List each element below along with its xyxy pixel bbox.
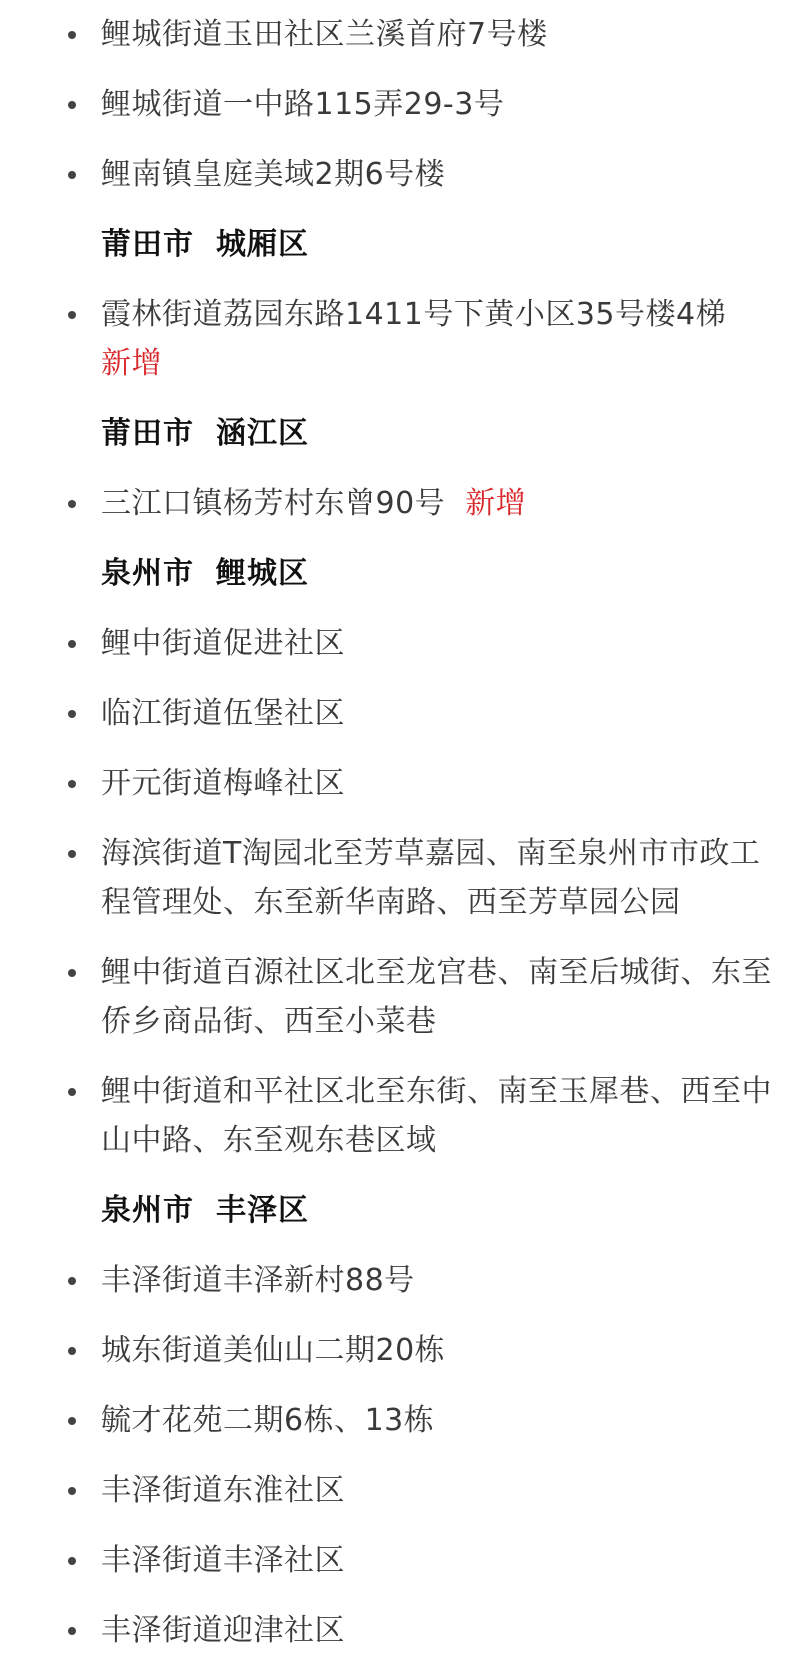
list-item	[0, 829, 800, 927]
item-text: 毓才花苑二期6栋、13栋	[101, 1403, 435, 1438]
bullet-icon	[68, 311, 76, 319]
list-item	[0, 619, 800, 668]
bullet-icon	[68, 101, 76, 109]
bullet-icon	[68, 500, 76, 508]
bullet-icon	[68, 969, 76, 977]
section-quanzhou-fengze	[0, 1186, 800, 1655]
section-heading	[0, 220, 800, 269]
section-putian-chengxiang	[0, 220, 800, 388]
list-item	[0, 1326, 800, 1375]
list-item	[0, 1256, 800, 1305]
bullet-icon	[68, 1557, 76, 1565]
new-tag: 新增	[101, 346, 162, 381]
heading-city: 莆田市	[101, 227, 194, 262]
item-text: 鲤城街道一中路115弄29-3号	[101, 87, 505, 122]
item-text: 丰泽街道迎津社区	[101, 1613, 345, 1648]
heading-city: 泉州市	[101, 556, 194, 591]
item-text: 丰泽街道东淮社区	[101, 1473, 345, 1508]
bullet-icon	[68, 171, 76, 179]
heading-district: 涵江区	[216, 416, 309, 451]
item-text: 鲤中街道和平社区北至东街、南至玉犀巷、西至中山中路、东至观东巷区域	[101, 1074, 772, 1158]
section-quanzhou-licheng	[0, 549, 800, 1165]
bullet-icon	[68, 780, 76, 788]
item-text: 鲤南镇皇庭美域2期6号楼	[101, 157, 446, 192]
item-text: 鲤中街道促进社区	[101, 626, 345, 661]
heading-city: 莆田市	[101, 416, 194, 451]
heading-district: 丰泽区	[216, 1193, 309, 1228]
list-item	[0, 1396, 800, 1445]
item-text: 三江口镇杨芳村东曾90号	[101, 486, 446, 521]
list-item	[0, 80, 800, 129]
bullet-icon	[68, 850, 76, 858]
heading-city: 泉州市	[101, 1193, 194, 1228]
item-text: 丰泽街道丰泽社区	[101, 1543, 345, 1578]
list-item	[0, 1067, 800, 1165]
bullet-icon	[68, 1277, 76, 1285]
section-heading	[0, 1186, 800, 1235]
section-licheng-continued	[0, 10, 800, 199]
heading-district: 鲤城区	[216, 556, 309, 591]
list-item	[0, 290, 800, 388]
bullet-icon	[68, 1088, 76, 1096]
heading-district: 城厢区	[216, 227, 309, 262]
item-text: 开元街道梅峰社区	[101, 766, 345, 801]
bullet-icon	[68, 1627, 76, 1635]
section-heading	[0, 409, 800, 458]
bullet-icon	[68, 710, 76, 718]
item-text: 海滨街道T淘园北至芳草嘉园、南至泉州市市政工程管理处、东至新华南路、西至芳草园公园	[101, 836, 761, 920]
bullet-icon	[68, 1487, 76, 1495]
item-text: 丰泽街道丰泽新村88号	[101, 1263, 415, 1298]
list-item	[0, 150, 800, 199]
item-text: 鲤城街道玉田社区兰溪首府7号楼	[101, 17, 548, 52]
list-item	[0, 759, 800, 808]
list-item	[0, 1536, 800, 1585]
item-text: 临江街道伍堡社区	[101, 696, 345, 731]
item-text: 霞林街道荔园东路1411号下黄小区35号楼4梯	[101, 297, 727, 332]
section-heading	[0, 549, 800, 598]
list-item	[0, 479, 800, 528]
list-item	[0, 10, 800, 59]
section-putian-hanjiang	[0, 409, 800, 528]
bullet-icon	[68, 640, 76, 648]
bullet-icon	[68, 1417, 76, 1425]
bullet-icon	[68, 31, 76, 39]
item-text: 城东街道美仙山二期20栋	[101, 1333, 446, 1368]
list-item	[0, 948, 800, 1046]
list-item	[0, 689, 800, 738]
bullet-icon	[68, 1347, 76, 1355]
new-tag: 新增	[465, 486, 527, 521]
list-item	[0, 1466, 800, 1515]
item-text: 鲤中街道百源社区北至龙宫巷、南至后城街、东至侨乡商品街、西至小菜巷	[101, 955, 772, 1039]
list-item	[0, 1606, 800, 1655]
